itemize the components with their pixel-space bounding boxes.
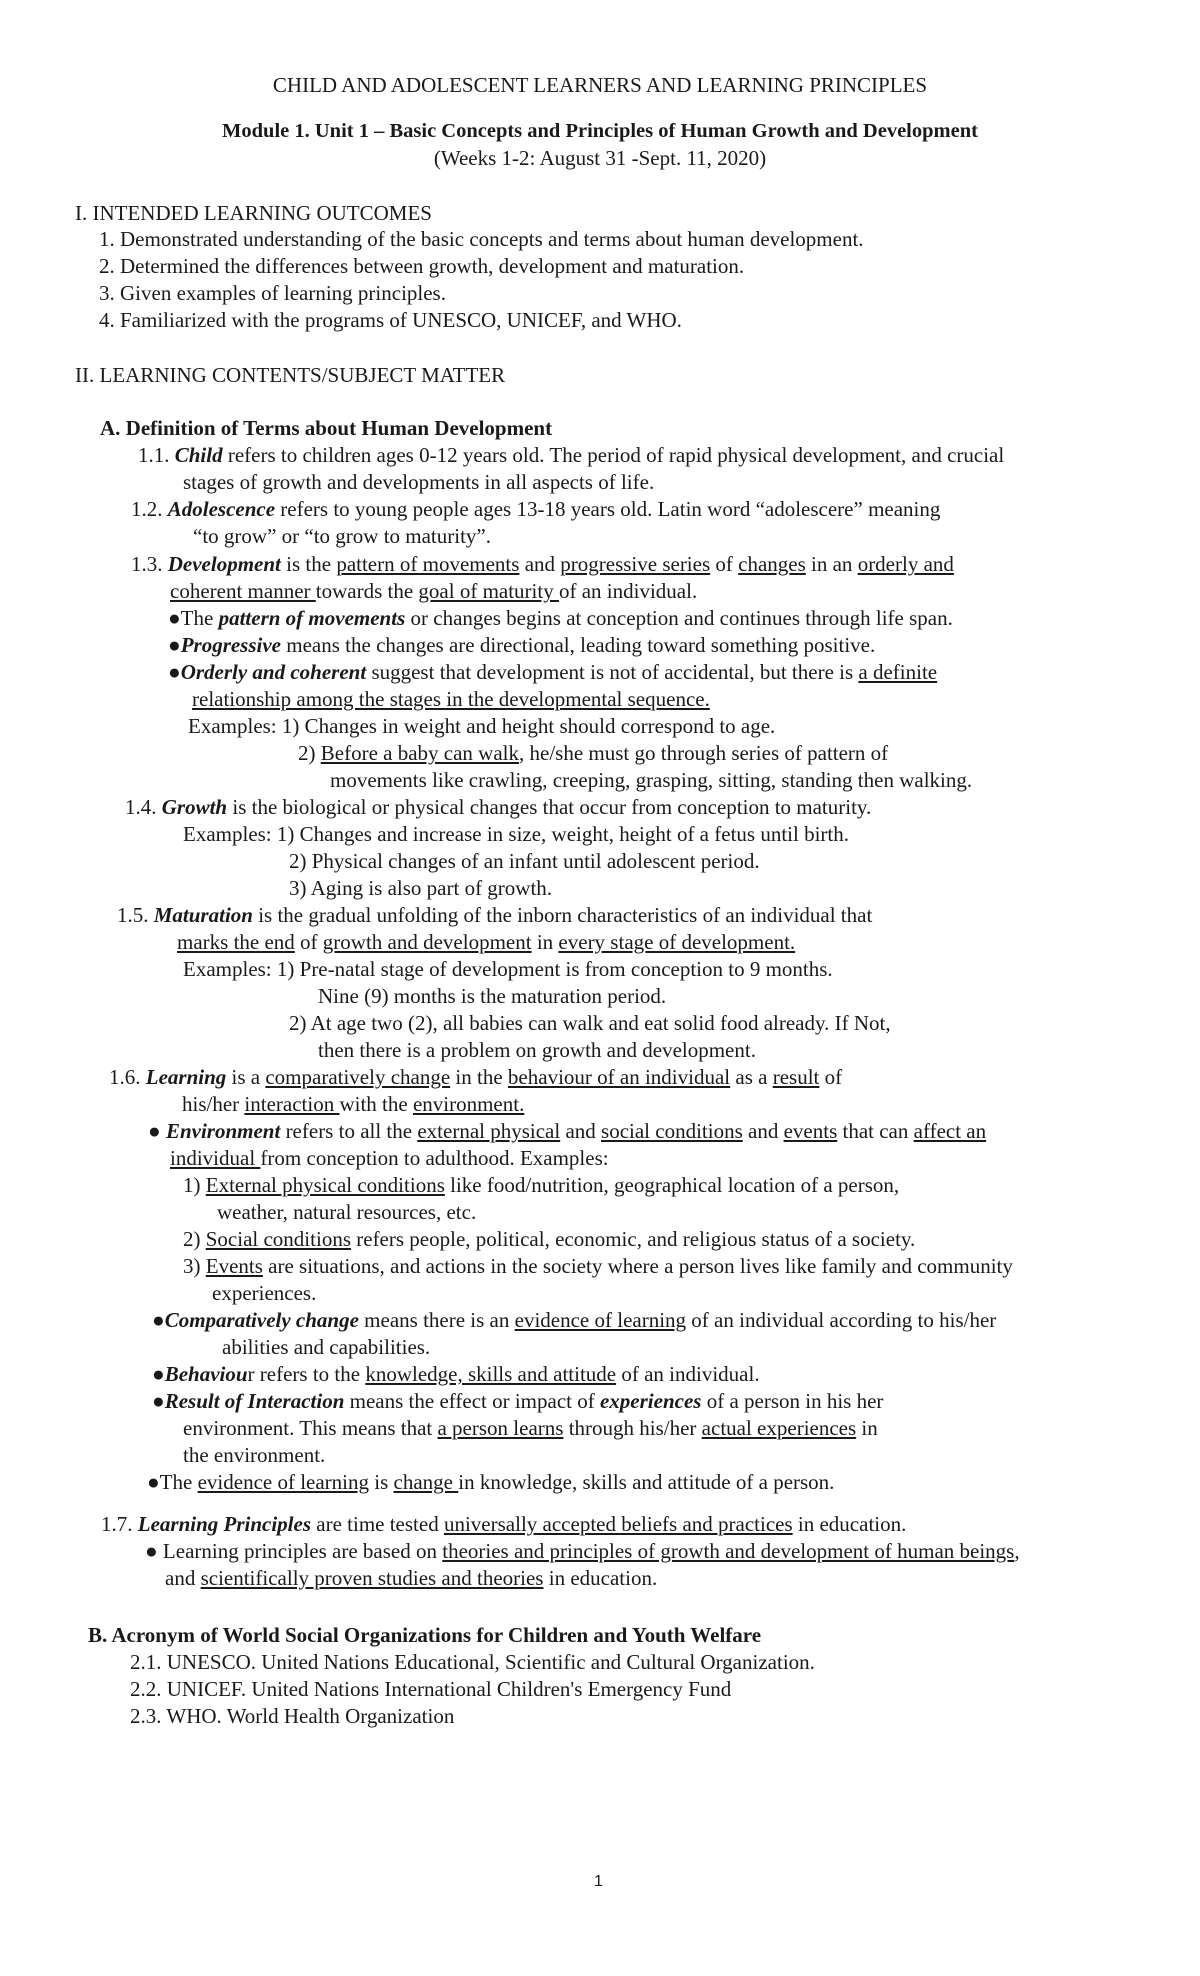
defined-term: Growth: [161, 795, 228, 819]
body-line: [212, 1280, 316, 1308]
text-segment: refers to all the: [280, 1119, 418, 1143]
body-line: [131, 496, 940, 524]
module-title: Module 1. Unit 1 – Basic Concepts and Principles of Human Growth and Development: [222, 120, 978, 142]
underlined-phrase: Before a baby can walk: [320, 741, 519, 765]
body-line: [188, 713, 775, 741]
text-segment: ●: [152, 1308, 165, 1332]
body-line: [289, 875, 552, 903]
body-line: [165, 1565, 657, 1593]
organization-item: 2.2. UNICEF. United Nations International Children's Emergency Fund: [130, 1677, 732, 1701]
underlined-phrase: goal of maturity: [418, 579, 559, 603]
text-segment: weather, natural resources, etc.: [217, 1200, 477, 1224]
text-segment: and: [742, 1119, 784, 1143]
defined-term: Result of Interaction: [164, 1389, 345, 1413]
body-line: [217, 1199, 476, 1227]
text-segment: of: [294, 930, 323, 954]
body-line: [183, 1415, 878, 1443]
text-segment: and: [560, 1119, 602, 1143]
body-line: [183, 1442, 325, 1470]
defined-term: Environment: [165, 1119, 281, 1143]
body-line: [131, 551, 954, 579]
defined-term: experiences: [599, 1389, 702, 1413]
text-segment: is the: [280, 552, 337, 576]
body-line: [147, 1469, 834, 1497]
text-segment: in education.: [543, 1566, 658, 1590]
body-line: [192, 686, 710, 714]
text-segment: ,: [1014, 1539, 1020, 1563]
body-line: [168, 659, 937, 687]
text-segment: as a: [730, 1065, 773, 1089]
outcome-item: 3. Given examples of learning principles.: [99, 281, 446, 305]
text-segment: r refers to the: [247, 1362, 366, 1386]
text-segment: his/her: [182, 1092, 245, 1116]
module-weeks: (Weeks 1-2: August 31 -Sept. 11, 2020): [433, 146, 767, 170]
text-segment: and: [519, 552, 561, 576]
defined-term: Development: [167, 552, 281, 576]
text-segment: refers people, political, economic, and religious status of a society.: [351, 1227, 916, 1251]
body-line: [170, 578, 697, 606]
defined-term: pattern of movements: [218, 606, 406, 630]
text-segment: 1.2.: [131, 497, 168, 521]
text-segment: that can: [837, 1119, 914, 1143]
underlined-phrase: Events: [205, 1254, 263, 1278]
section-b-letter: B: [88, 1623, 103, 1647]
defined-term: Progressive: [180, 633, 282, 657]
body-line: [298, 740, 888, 768]
underlined-phrase: every stage of development.: [558, 930, 796, 954]
text-segment: towards the: [315, 579, 419, 603]
body-line: [152, 1307, 996, 1335]
text-segment: 1): [183, 1173, 206, 1197]
defined-term: Learning Principles: [137, 1512, 312, 1536]
underlined-phrase: environment.: [412, 1092, 525, 1116]
body-line: [318, 1037, 756, 1065]
underlined-phrase: evidence of learning: [197, 1470, 370, 1494]
text-segment: ●The: [168, 606, 219, 630]
body-line: [222, 1334, 430, 1362]
text-segment: Nine (9) months is the maturation period.: [318, 984, 667, 1008]
defined-term: Orderly and coherent: [180, 660, 367, 684]
body-line: [193, 523, 491, 551]
text-segment: is: [369, 1470, 394, 1494]
text-segment: experiences.: [212, 1281, 317, 1305]
underlined-phrase: a person learns: [437, 1416, 564, 1440]
underlined-phrase: theories and principles of growth and development of human beings: [442, 1539, 1015, 1563]
text-segment: 1.3.: [131, 552, 168, 576]
body-line: [148, 1118, 986, 1146]
text-segment: means the effect or impact of: [344, 1389, 600, 1413]
underlined-phrase: comparatively change: [265, 1065, 451, 1089]
body-line: [183, 1253, 1013, 1281]
section-b-title: . Acronym of World Social Organizations for Children and Youth Welfare: [102, 1623, 762, 1647]
text-segment: ●: [168, 660, 181, 684]
section-a-heading: A. Definition of Terms about Human Development: [100, 416, 553, 440]
text-segment: means the changes are directional, leading toward something positive.: [281, 633, 876, 657]
text-segment: in: [531, 930, 559, 954]
body-line: [330, 767, 972, 795]
body-line: [289, 1010, 891, 1038]
defined-term: Child: [174, 443, 223, 467]
underlined-phrase: actual experiences: [701, 1416, 857, 1440]
body-line: [168, 605, 953, 633]
underlined-phrase: pattern of movements: [336, 552, 520, 576]
text-segment: is the biological or physical changes that occur from conception to maturity.: [227, 795, 872, 819]
text-segment: ●: [148, 1119, 166, 1143]
section-b-heading: [88, 1622, 761, 1650]
text-segment: is a: [226, 1065, 266, 1089]
text-segment: ● Learning principles are based on: [145, 1539, 443, 1563]
underlined-phrase: a definite: [858, 660, 938, 684]
text-segment: are situations, and actions in the society where a person lives like family and community: [262, 1254, 1013, 1278]
document-title: CHILD AND ADOLESCENT LEARNERS AND LEARNING PRINCIPLES: [272, 73, 928, 97]
text-segment: of: [710, 552, 739, 576]
text-segment: ●: [152, 1362, 165, 1386]
body-line: [152, 1361, 760, 1389]
text-segment: abilities and capabilities.: [222, 1335, 431, 1359]
underlined-phrase: universally accepted beliefs and practices: [443, 1512, 793, 1536]
defined-term: Behaviou: [164, 1362, 248, 1386]
body-line: [170, 1145, 609, 1173]
text-segment: 2) At age two (2), all babies can walk and eat solid food already. If Not,: [289, 1011, 891, 1035]
text-segment: Examples: 1) Changes in weight and height should correspond to age.: [188, 714, 776, 738]
underlined-phrase: change: [393, 1470, 459, 1494]
body-line: [177, 929, 795, 957]
text-segment: 1.7.: [101, 1512, 138, 1536]
outcome-item: 1. Demonstrated understanding of the basic concepts and terms about human development.: [99, 227, 864, 251]
defined-term: Adolescence: [167, 497, 276, 521]
body-line: [152, 1388, 883, 1416]
text-segment: from conception to adulthood. Examples:: [260, 1146, 609, 1170]
body-line: [183, 1226, 915, 1254]
text-segment: of an individual.: [558, 579, 698, 603]
text-segment: suggest that development is not of accidental, but there is: [366, 660, 859, 684]
body-line: [289, 848, 760, 876]
body-line: [183, 956, 833, 984]
text-segment: of an individual.: [616, 1362, 760, 1386]
text-segment: , he/she must go through series of pattern of: [519, 741, 889, 765]
text-segment: of an individual according to his/her: [686, 1308, 997, 1332]
text-segment: ●: [152, 1389, 165, 1413]
body-line: [101, 1511, 906, 1539]
underlined-phrase: events: [783, 1119, 838, 1143]
text-segment: refers to children ages 0-12 years old. The period of rapid physical development, and crucial: [222, 443, 1005, 467]
organization-item: 2.1. UNESCO. United Nations Educational, Scientific and Cultural Organization.: [130, 1650, 815, 1674]
underlined-phrase: progressive series: [560, 552, 711, 576]
text-segment: “to grow” or “to grow to maturity”.: [193, 524, 491, 548]
text-segment: 1.4.: [125, 795, 162, 819]
text-segment: the environment.: [183, 1443, 326, 1467]
text-segment: then there is a problem on growth and development.: [318, 1038, 756, 1062]
underlined-phrase: behaviour of an individual: [507, 1065, 731, 1089]
body-line: [109, 1064, 842, 1092]
body-line: [183, 821, 849, 849]
text-segment: 1.5.: [117, 903, 154, 927]
body-line: [117, 902, 872, 930]
text-segment: of: [819, 1065, 843, 1089]
underlined-phrase: external physical: [417, 1119, 561, 1143]
text-segment: 3): [183, 1254, 206, 1278]
defined-term: Maturation: [153, 903, 253, 927]
underlined-phrase: affect an: [913, 1119, 987, 1143]
text-segment: environment. This means that: [183, 1416, 438, 1440]
body-line: [183, 1172, 899, 1200]
body-line: [182, 1091, 524, 1119]
text-segment: 2): [298, 741, 321, 765]
text-segment: Examples: 1) Changes and increase in size, weight, height of a fetus until birth.: [183, 822, 849, 846]
underlined-phrase: individual: [170, 1146, 261, 1170]
text-segment: in the: [450, 1065, 508, 1089]
text-segment: in an: [805, 552, 858, 576]
underlined-phrase: result: [772, 1065, 820, 1089]
text-segment: 3) Aging is also part of growth.: [289, 876, 553, 900]
underlined-phrase: External physical conditions: [205, 1173, 445, 1197]
text-segment: in knowledge, skills and attitude of a person.: [458, 1470, 835, 1494]
text-segment: Examples: 1) Pre-natal stage of development is from conception to 9 months.: [183, 957, 833, 981]
body-line: [318, 983, 666, 1011]
outcome-item: 2. Determined the differences between growth, development and maturation.: [99, 254, 745, 278]
defined-term: Comparatively change: [164, 1308, 359, 1332]
underlined-phrase: scientifically proven studies and theories: [200, 1566, 544, 1590]
contents-heading: II. LEARNING CONTENTS/SUBJECT MATTER: [75, 363, 506, 387]
text-segment: stages of growth and developments in all aspects of life.: [183, 470, 655, 494]
underlined-phrase: changes: [738, 552, 806, 576]
body-line: [138, 442, 1004, 470]
text-segment: like food/nutrition, geographical location of a person,: [444, 1173, 900, 1197]
text-segment: ●: [168, 633, 181, 657]
defined-term: Learning: [145, 1065, 227, 1089]
text-segment: in: [856, 1416, 878, 1440]
body-line: [183, 469, 654, 497]
outcome-item: 4. Familiarized with the programs of UNESCO, UNICEF, and WHO.: [99, 308, 682, 332]
underlined-phrase: social conditions: [601, 1119, 743, 1143]
underlined-phrase: marks the end: [177, 930, 295, 954]
organization-item: 2.3. WHO. World Health Organization: [130, 1704, 455, 1728]
text-segment: through his/her: [563, 1416, 702, 1440]
outcomes-heading: I. INTENDED LEARNING OUTCOMES: [75, 201, 432, 225]
underlined-phrase: knowledge, skills and attitude: [365, 1362, 617, 1386]
underlined-phrase: evidence of learning: [514, 1308, 687, 1332]
underlined-phrase: coherent manner: [170, 579, 316, 603]
page-number: 1: [594, 1873, 603, 1890]
text-segment: 1.1.: [138, 443, 175, 467]
text-segment: are time tested: [311, 1512, 444, 1536]
text-segment: refers to young people ages 13-18 years old. Latin word “adolescere” meaning: [275, 497, 941, 521]
text-segment: or changes begins at conception and continues through life span.: [405, 606, 953, 630]
underlined-phrase: growth and development: [322, 930, 532, 954]
text-segment: 2) Physical changes of an infant until adolescent period.: [289, 849, 760, 873]
underlined-phrase: relationship among the stages in the developmental sequence.: [192, 687, 710, 711]
underlined-phrase: orderly and: [857, 552, 954, 576]
body-line: [168, 632, 875, 660]
text-segment: 1.6.: [109, 1065, 146, 1089]
text-segment: movements like crawling, creeping, grasping, sitting, standing then walking.: [330, 768, 973, 792]
underlined-phrase: Social conditions: [205, 1227, 351, 1251]
underlined-phrase: interaction: [244, 1092, 340, 1116]
text-segment: and: [165, 1566, 201, 1590]
body-line: [125, 794, 871, 822]
text-segment: in education.: [792, 1512, 907, 1536]
text-segment: of a person in his her: [701, 1389, 884, 1413]
text-segment: with the: [339, 1092, 413, 1116]
text-segment: ●The: [147, 1470, 198, 1494]
body-line: [145, 1538, 1020, 1566]
text-segment: means there is an: [358, 1308, 515, 1332]
text-segment: 2): [183, 1227, 206, 1251]
text-segment: is the gradual unfolding of the inborn characteristics of an individual that: [252, 903, 873, 927]
